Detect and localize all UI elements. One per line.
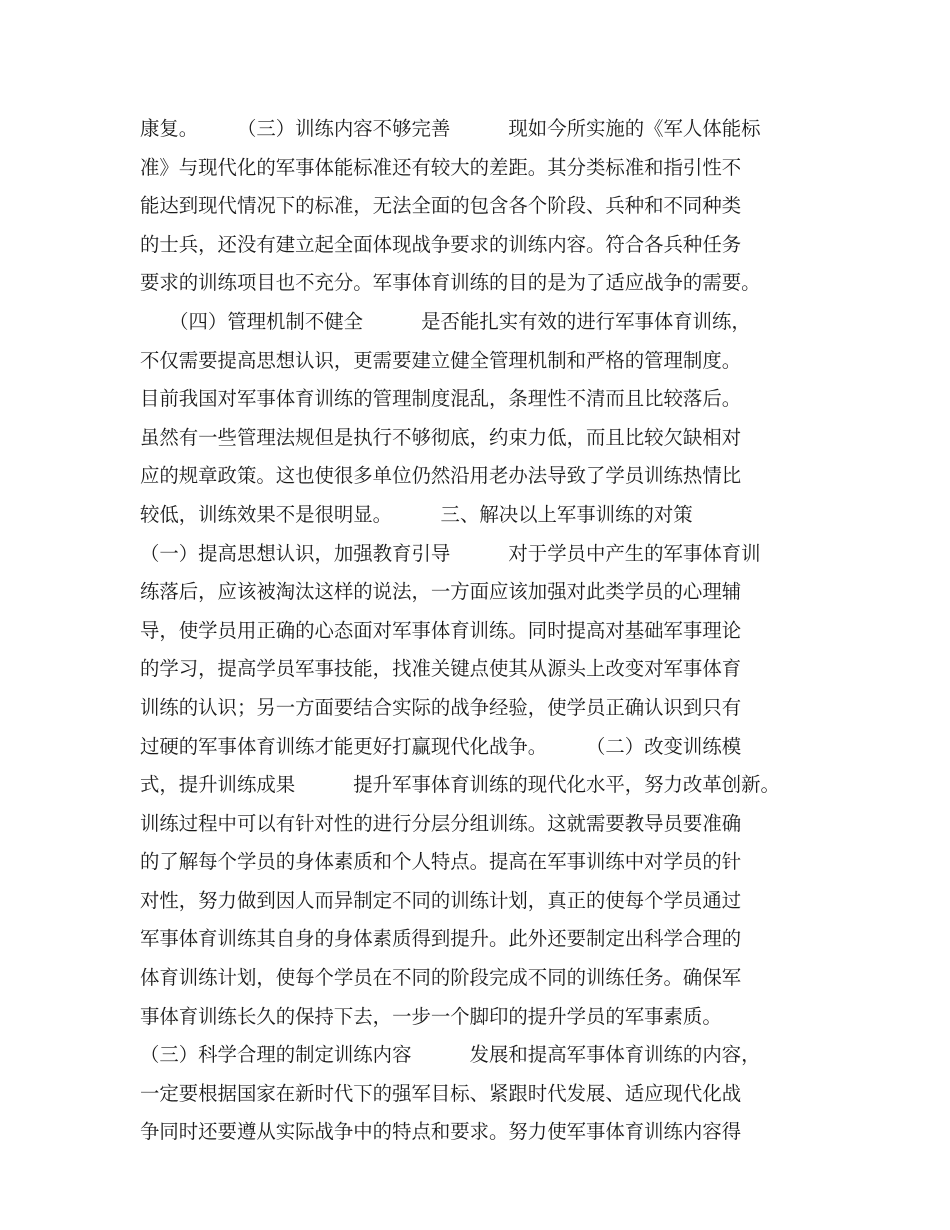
text-line: 军事体育训练其自身的身体素质得到提升。此外还要制定出科学合理的 (140, 927, 742, 951)
text-line: 过硬的军事体育训练才能更好打赢现代化战争。 （二）改变训练模 (140, 734, 742, 758)
text-line: 虽然有一些管理法规但是执行不够彻底，约束力低，而且比较欠缺相对 (140, 425, 742, 449)
text-line: （三）科学合理的制定训练内容 发展和提高军事体育训练的内容， (140, 1043, 761, 1067)
text-line: 争同时还要遵从实际战争中的特点和要求。努力使军事体育训练内容得 (140, 1120, 742, 1144)
text-line: 体育训练计划，使每个学员在不同的阶段完成不同的训练任务。确保军 (140, 966, 742, 990)
text-line: 式，提升训练成果 提升军事体育训练的现代化水平，努力改革创新。 (140, 773, 780, 797)
text-line: 应的规章政策。这也使很多单位仍然沿用老办法导致了学员训练热情比 (140, 464, 742, 488)
text-line: 的了解每个学员的身体素质和个人特点。提高在军事训练中对学员的针 (140, 850, 742, 874)
text-line: 目前我国对军事体育训练的管理制度混乱，条理性不清而且比较落后。 (140, 387, 742, 411)
text-line: 要求的训练项目也不充分。军事体育训练的目的是为了适应战争的需要。 (140, 271, 761, 295)
text-line: 准》与现代化的军事体能标准还有较大的差距。其分类标准和指引性不 (140, 155, 742, 179)
text-line: （一）提高思想认识，加强教育引导 对于学员中产生的军事体育训 (140, 541, 761, 565)
text-line: 训练的认识；另一方面要结合实际的战争经验，使学员正确认识到只有 (140, 695, 742, 719)
text-line: 对性，努力做到因人而异制定不同的训练计划，真正的使每个学员通过 (140, 888, 742, 912)
text-line: 的学习，提高学员军事技能，找准关键点使其从源头上改变对军事体育 (140, 657, 742, 681)
text-line: 康复。 （三）训练内容不够完善 现如今所实施的《军人体能标 (140, 117, 761, 140)
text-line: 较低，训练效果不是很明显。 三、解决以上军事训练的对策 (140, 502, 693, 526)
text-line: 不仅需要提高思想认识，更需要建立健全管理机制和严格的管理制度。 (140, 348, 742, 372)
text-line: 事体育训练长久的保持下去，一步一个脚印的提升学员的军事素质。 (140, 1004, 722, 1028)
text-line: 练落后，应该被淘汰这样的说法，一方面应该加强对此类学员的心理辅 (140, 580, 742, 604)
text-line: 的士兵，还没有建立起全面体现战争要求的训练内容。符合各兵种任务 (140, 232, 742, 256)
text-line: 训练过程中可以有针对性的进行分层分组训练。这就需要教导员要准确 (140, 811, 742, 835)
text-line: 能达到现代情况下的标准，无法全面的包含各个阶段、兵种和不同种类 (140, 194, 742, 218)
text-line: 导，使学员用正确的心态面对军事体育训练。同时提高对基础军事理论 (140, 618, 742, 642)
text-line: 一定要根据国家在新时代下的强军目标、紧跟时代发展、适应现代化战 (140, 1081, 742, 1105)
body-text (140, 110, 830, 1152)
text-line: （四）管理机制不健全 是否能扎实有效的进行军事体育训练， (140, 309, 751, 333)
